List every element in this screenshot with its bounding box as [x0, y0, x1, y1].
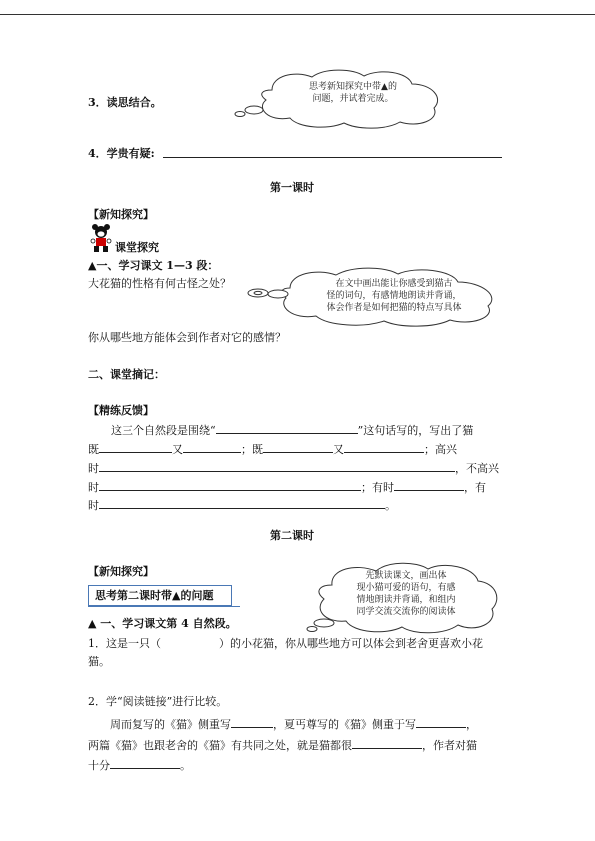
compare-line-3: 十分 。: [88, 759, 191, 772]
lesson-1-section: 【新知探究】: [88, 208, 154, 221]
lesson-2-question-2: 2．学“阅读链接”进行比较。: [88, 695, 228, 708]
lesson-1-task-1: ▲一、学习课文 1—3 段：: [88, 259, 219, 272]
thought-cloud-1: [232, 68, 450, 130]
mascot-icon: [88, 224, 114, 254]
lesson-1-notes: 二、课堂摘记：: [88, 368, 165, 381]
lesson-1-subsection: 课堂探究: [115, 241, 159, 254]
lesson-2-section: 【新知探究】: [88, 565, 154, 578]
compare-line-2: 两篇《猫》也跟老舍的《猫》有共同之处，就是猫都很 ，作者对猫: [88, 739, 477, 752]
blank[interactable]: [344, 441, 424, 453]
blank[interactable]: [99, 441, 172, 453]
blank[interactable]: [99, 479, 361, 491]
cloud-2-line-3: 体会作者是如何把猫的特点写具体: [326, 303, 462, 313]
item-4-label: 4．学贵有疑:: [88, 147, 155, 160]
header-rule: [0, 14, 595, 15]
practice-line-5: 时 。: [88, 499, 396, 512]
cloud-3-line-2: 现小猫可爱的语句，有感: [356, 583, 456, 593]
lesson-2-title: 第二课时: [270, 529, 314, 542]
blank[interactable]: [416, 716, 466, 728]
cloud-1-line-1: 思考新知探究中带▲的: [309, 82, 397, 92]
thought-cloud-2: [244, 266, 506, 328]
practice-line-2: 既 又 ；既 又 ；高兴: [88, 443, 457, 456]
blank[interactable]: [99, 497, 385, 509]
cloud-3-line-4: 同学交流交流你的阅读体: [356, 607, 456, 617]
practice-line-4: 时 ；有时 ，有: [88, 481, 486, 494]
lesson-2-task-1: ▲ 一、学习课文第 4 自然段。: [88, 617, 237, 630]
blank[interactable]: [263, 441, 333, 453]
practice-line-3: 时 ，不高兴: [88, 462, 499, 475]
blank[interactable]: [216, 422, 358, 434]
lesson-2-question-1: 1．这是一只（ ）的小花猫，你从哪些地方可以体会到老舍更喜欢小花: [88, 637, 483, 650]
thought-cloud-3: [302, 561, 502, 635]
blank[interactable]: [110, 757, 180, 769]
blank[interactable]: [394, 479, 464, 491]
lesson-1-practice: 【精练反馈】: [88, 404, 154, 417]
cloud-2-line-1: 在文中画出能让你感受到猫古: [335, 279, 453, 289]
cloud-3-line-1: 先默读课文，画出体: [365, 571, 447, 581]
item-3-text: 3．读思结合。: [88, 96, 162, 109]
box-underline: [88, 606, 240, 607]
blank[interactable]: [183, 441, 241, 453]
cloud-2-line-2: 怪的词句，有感情地朗读并背诵，: [326, 291, 462, 301]
lesson-2-question-box: 思考第二课时带▲的问题: [88, 585, 232, 606]
blank[interactable]: [352, 737, 422, 749]
blank[interactable]: [231, 716, 273, 728]
compare-line-1: 周而复写的《猫》侧重写 ，夏丐尊写的《猫》侧重于写 ，: [110, 718, 477, 731]
blank[interactable]: [99, 460, 455, 472]
cloud-3-line-3: 情地朗读并背诵，和组内: [356, 595, 456, 605]
lesson-1-question-2: 你从哪些地方能体会到作者对它的感情？: [88, 331, 286, 344]
lesson-1-title: 第一课时: [270, 181, 314, 194]
lesson-2-question-1-cont: 猫。: [88, 655, 110, 668]
lesson-1-question-1: 大花猫的性格有何古怪之处？: [88, 277, 231, 290]
cloud-1-line-2: 问题，并试着完成。: [312, 94, 394, 104]
practice-line-1: 这三个自然段是围绕“ ”这句话写的，写出了猫: [111, 424, 474, 437]
item-4-answer-line[interactable]: [163, 157, 502, 158]
